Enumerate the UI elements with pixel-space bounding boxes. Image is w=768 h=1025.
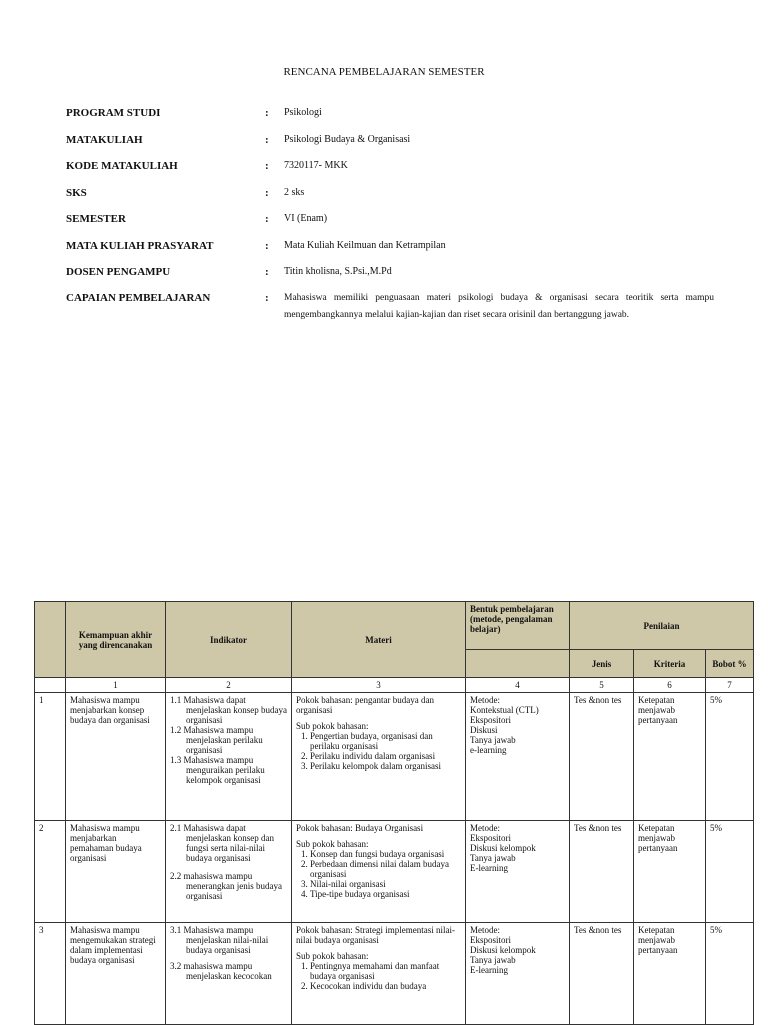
header-no [35, 602, 66, 678]
info-value: Mahasiswa memiliki penguasaan materi psikologi budaya & organisasi secara teoritik serta mampu mengembangkannya melalui kajian-kajian dan riset secara orisinil dan bertanggung jawab. [284, 293, 714, 320]
sub-pokok-item: 3. Perilaku kelompok dalam organisasi [310, 761, 461, 771]
metode-item: Tanya jawab [470, 735, 516, 745]
info-label: MATA KULIAH PRASYARAT [66, 240, 214, 252]
info-value: Psikologi Budaya & Organisasi [284, 134, 411, 145]
sub-pokok-item: 2. Kecocokan individu dan budaya [310, 981, 461, 991]
sub-pokok-item: 1. Pengertian budaya, organisasi dan perilaku organisasi [310, 731, 461, 751]
metode-item: Metode: [470, 925, 500, 935]
sub-pokok-list [296, 731, 461, 771]
col-num: 6 [634, 678, 706, 693]
info-colon: : [265, 160, 269, 172]
info-colon: : [265, 240, 269, 252]
sub-pokok-item: 4. Tipe-tipe budaya organisasi [310, 889, 461, 899]
header-kemampuan: Kemampuan akhir yang direncanakan [66, 602, 166, 678]
table-row [35, 693, 754, 821]
col-num: 4 [466, 678, 570, 693]
indikator-item: 1.2 Mahasiswa mampu menjelaskan perilaku organisasi [170, 725, 263, 755]
info-value: VI (Enam) [284, 213, 328, 224]
kriteria-cell: Ketepatan menjawab pertanyaan [634, 693, 706, 821]
sub-pokok-title: Sub pokok bahasan: [296, 951, 369, 961]
table-row [35, 923, 754, 1025]
col-num: 1 [66, 678, 166, 693]
rps-table [34, 601, 754, 1025]
metode-item: Ekspositori [470, 833, 512, 843]
materi-cell [292, 693, 466, 821]
metode-item: e-learning [470, 745, 507, 755]
jenis-cell: Tes &non tes [570, 693, 634, 821]
metode-item: Tanya jawab [470, 853, 516, 863]
kemampuan-cell: Mahasiswa mampu mengemukakan strategi dalam implementasi budaya organisasi [66, 923, 166, 1025]
jenis-cell: Tes &non tes [570, 923, 634, 1025]
info-label: PROGRAM STUDI [66, 107, 161, 119]
metode-cell [466, 821, 570, 923]
header-bobot: Bobot % [706, 650, 754, 678]
info-label: MATAKULIAH [66, 134, 143, 146]
sub-pokok-item: 3. Nilai-nilai organisasi [310, 879, 461, 889]
kriteria-cell: Ketepatan menjawab pertanyaan [634, 821, 706, 923]
sub-pokok-list [296, 849, 461, 899]
indikator-cell [166, 821, 292, 923]
metode-item: Diskusi [470, 725, 498, 735]
col-num: 2 [166, 678, 292, 693]
info-colon: : [265, 134, 269, 146]
info-colon: : [265, 292, 269, 304]
col-num: 7 [706, 678, 754, 693]
header-bentuk: Bentuk pembelajaran (metode, pengalaman belajar) [466, 602, 570, 650]
header-bentuk-empty [466, 650, 570, 678]
kemampuan-cell: Mahasiswa mampu menjabarkan konsep budaya dan organisasi [66, 693, 166, 821]
row-number: 2 [35, 821, 66, 923]
indikator-item: 2.2 mahasiswa mampu menerangkan jenis budaya organisasi [170, 871, 282, 901]
header-indikator: Indikator [166, 602, 292, 678]
indikator-item: 3.1 Mahasiswa mampu menjelaskan nilai-nilai budaya organisasi [170, 925, 269, 955]
info-value: 7320117- MKK [284, 160, 348, 171]
metode-item: Ekspositori [470, 935, 512, 945]
jenis-cell: Tes &non tes [570, 821, 634, 923]
sub-pokok-title: Sub pokok bahasan: [296, 839, 369, 849]
bobot-cell: 5% [706, 693, 754, 821]
col-num: 3 [292, 678, 466, 693]
pokok-bahasan: Pokok bahasan: pengantar budaya dan organisasi [296, 695, 434, 715]
header-kriteria: Kriteria [634, 650, 706, 678]
header-materi: Materi [292, 602, 466, 678]
col-num-blank [35, 678, 66, 693]
info-value: Psikologi [284, 107, 322, 118]
bobot-cell: 5% [706, 821, 754, 923]
info-colon: : [265, 107, 269, 119]
indikator-item: 1.3 Mahasiswa mampu menguraikan perilaku kelompok organisasi [170, 755, 265, 785]
info-label: SEMESTER [66, 213, 126, 225]
metode-item: Metode: [470, 695, 500, 705]
info-colon: : [265, 213, 269, 225]
info-value: 2 sks [284, 187, 305, 198]
info-label: SKS [66, 187, 87, 199]
materi-cell [292, 923, 466, 1025]
sub-pokok-item: 1. Konsep dan fungsi budaya organisasi [310, 849, 461, 859]
sub-pokok-item: 2. Perilaku individu dalam organisasi [310, 751, 461, 761]
indikator-cell [166, 693, 292, 821]
sub-pokok-list [296, 961, 461, 991]
column-number-row [35, 678, 754, 693]
header-penilaian: Penilaian [570, 602, 754, 650]
metode-item: Diskusi kelompok [470, 945, 536, 955]
info-label: KODE MATAKULIAH [66, 160, 178, 172]
row-number: 1 [35, 693, 66, 821]
row-number: 3 [35, 923, 66, 1025]
metode-item: Ekspositori [470, 715, 512, 725]
sub-pokok-item: 2. Perbedaan dimensi nilai dalam budaya organisasi [310, 859, 461, 879]
indikator-item: 1.1 Mahasiswa dapat menjelaskan konsep budaya organisasi [170, 695, 287, 725]
metode-item: Tanya jawab [470, 955, 516, 965]
col-num: 5 [570, 678, 634, 693]
metode-item: Diskusi kelompok [470, 843, 536, 853]
metode-item: E-learning [470, 863, 508, 873]
pokok-bahasan: Pokok bahasan: Budaya Organisasi [296, 823, 424, 833]
indikator-cell [166, 923, 292, 1025]
document-title: RENCANA PEMBELAJARAN SEMESTER [283, 66, 485, 78]
info-colon: : [265, 266, 269, 278]
metode-item: Metode: [470, 823, 500, 833]
metode-item: E-learning [470, 965, 508, 975]
metode-cell [466, 693, 570, 821]
sub-pokok-item: 1. Pentingnya memahami dan manfaat budaya organisasi [310, 961, 461, 981]
materi-cell [292, 821, 466, 923]
indikator-item: 2.1 Mahasiswa dapat menjelaskan konsep dan fungsi serta nilai-nilai budaya organisasi [170, 823, 274, 863]
table-row [35, 821, 754, 923]
info-value: Titin kholisna, S.Psi.,M.Pd [284, 266, 392, 277]
info-value: Mata Kuliah Keilmuan dan Ketrampilan [284, 240, 446, 251]
header-jenis: Jenis [570, 650, 634, 678]
info-label: DOSEN PENGAMPU [66, 266, 171, 278]
indikator-item: 3.2 mahasiswa mampu menjelaskan kecocokan [170, 961, 272, 981]
sub-pokok-title: Sub pokok bahasan: [296, 721, 369, 731]
metode-item: Kontekstual (CTL) [470, 705, 539, 715]
kriteria-cell: Ketepatan menjawab pertanyaan [634, 923, 706, 1025]
pokok-bahasan: Pokok bahasan: Strategi implementasi nilai-nilai budaya organisasi [296, 925, 455, 945]
info-colon: : [265, 187, 269, 199]
kemampuan-cell: Mahasiswa mampu menjabarkan pemahaman budaya organisasi [66, 821, 166, 923]
bobot-cell: 5% [706, 923, 754, 1025]
info-label: CAPAIAN PEMBELAJARAN [66, 292, 211, 304]
metode-cell [466, 923, 570, 1025]
